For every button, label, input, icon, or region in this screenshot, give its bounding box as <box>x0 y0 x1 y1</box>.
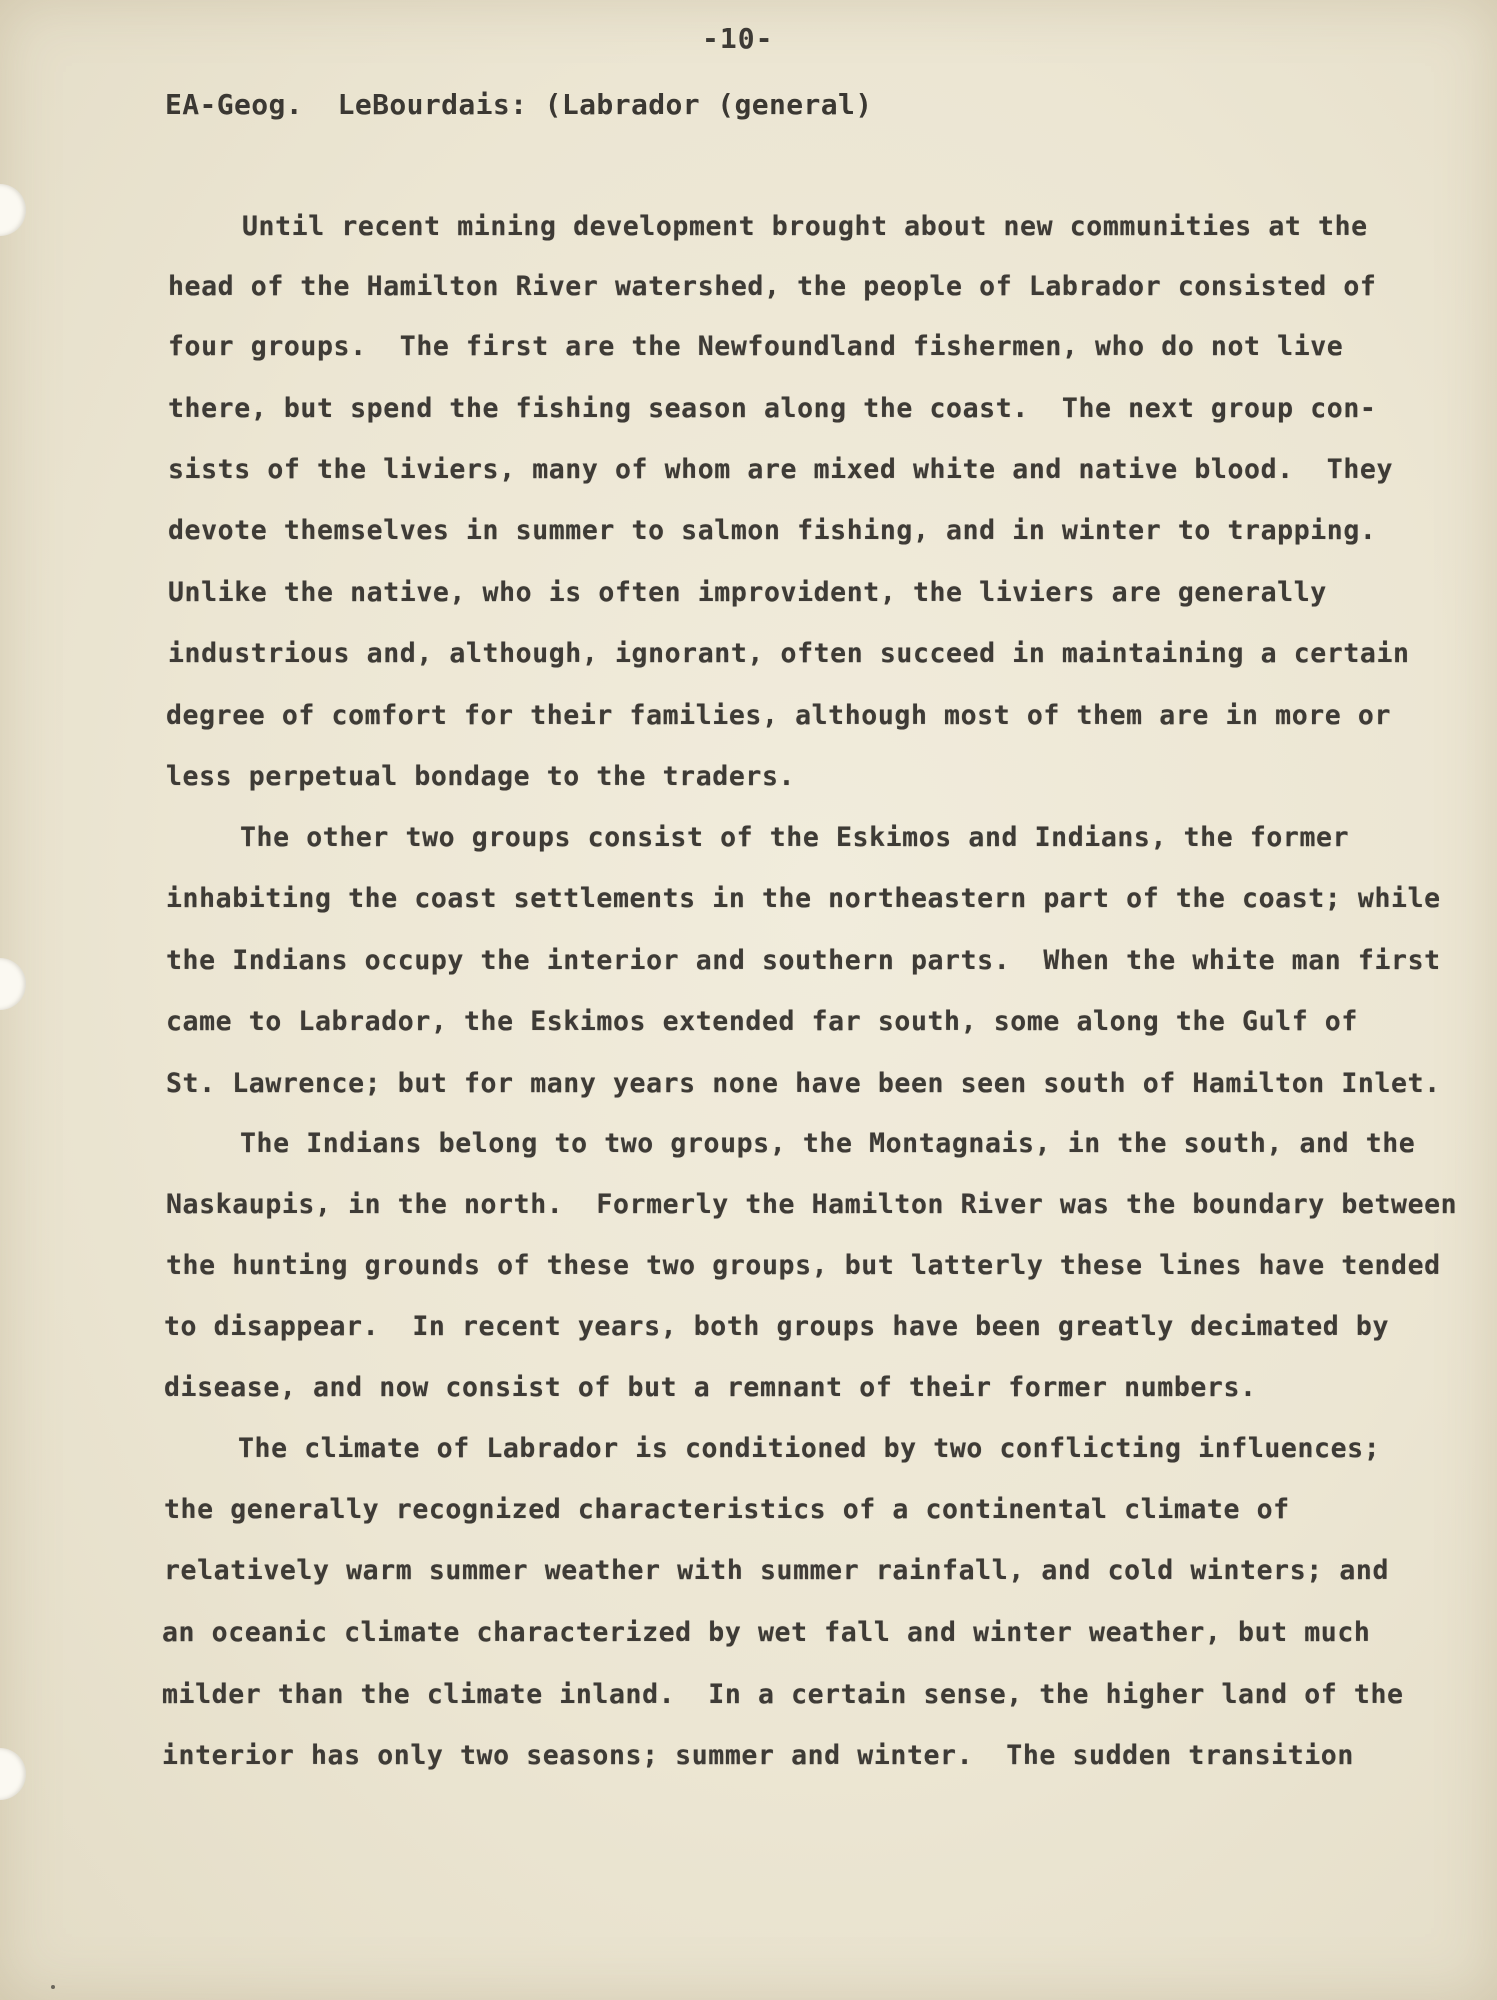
paragraph-4-line-1: The climate of Labrador is conditioned by two conflicting influences; <box>238 1433 1381 1464</box>
document-header: EA-Geog. LeBourdais: (Labrador (general) <box>165 88 873 121</box>
paragraph-1-line-10: less perpetual bondage to the traders. <box>166 761 796 792</box>
paragraph-3-line-1: The Indians belong to two groups, the Montagnais, in the south, and the <box>240 1128 1416 1159</box>
paragraph-1-line-7: Unlike the native, who is often improvident, the liviers are generally <box>168 577 1327 608</box>
paragraph-4-line-2: the generally recognized characteristics of a continental climate of <box>164 1494 1290 1525</box>
paragraph-4-line-3: relatively warm summer weather with summer rainfall, and cold winters; and <box>164 1555 1390 1586</box>
paragraph-3-line-3: the hunting grounds of these two groups, but latterly these lines have tended <box>166 1250 1441 1281</box>
paragraph-3-line-5: disease, and now consist of but a remnant of their former numbers. <box>164 1372 1257 1403</box>
paragraph-2-line-2: inhabiting the coast settlements in the northeastern part of the coast; while <box>166 883 1441 914</box>
paragraph-1-line-1: Until recent mining development brought about new communities at the <box>242 211 1368 242</box>
paragraph-4-line-4: an oceanic climate characterized by wet fall and winter weather, but much <box>162 1617 1371 1648</box>
paragraph-3-line-2: Naskaupis, in the north. Formerly the Hamilton River was the boundary between <box>166 1189 1458 1220</box>
paragraph-1-line-5: sists of the liviers, many of whom are mixed white and native blood. They <box>168 454 1394 485</box>
paragraph-2-line-5: St. Lawrence; but for many years none have been seen south of Hamilton Inlet. <box>166 1068 1441 1099</box>
paragraph-4-line-5: milder than the climate inland. In a certain sense, the higher land of the <box>162 1679 1404 1710</box>
paragraph-1-line-6: devote themselves in summer to salmon fishing, and in winter to trapping. <box>168 515 1377 546</box>
page-number: -10- <box>702 22 774 55</box>
paragraph-2-line-1: The other two groups consist of the Eskimos and Indians, the former <box>240 822 1350 853</box>
paragraph-3-line-4: to disappear. In recent years, both groups have been greatly decimated by <box>164 1311 1390 1342</box>
paragraph-2-line-4: came to Labrador, the Eskimos extended far south, some along the Gulf of <box>166 1006 1358 1037</box>
paragraph-2-line-3: the Indians occupy the interior and southern parts. When the white man first <box>166 945 1441 976</box>
paragraph-1-line-9: degree of comfort for their families, although most of them are in more or <box>166 700 1392 731</box>
paragraph-1-line-3: four groups. The first are the Newfoundland fishermen, who do not live <box>168 331 1344 362</box>
paragraph-1-line-8: industrious and, although, ignorant, often succeed in maintaining a certain <box>168 638 1410 669</box>
paragraph-1-line-4: there, but spend the fishing season along the coast. The next group con- <box>168 393 1377 424</box>
paragraph-4-line-6: interior has only two seasons; summer and winter. The sudden transition <box>162 1740 1354 1771</box>
paragraph-1-line-2: head of the Hamilton River watershed, the people of Labrador consisted of <box>168 271 1377 302</box>
